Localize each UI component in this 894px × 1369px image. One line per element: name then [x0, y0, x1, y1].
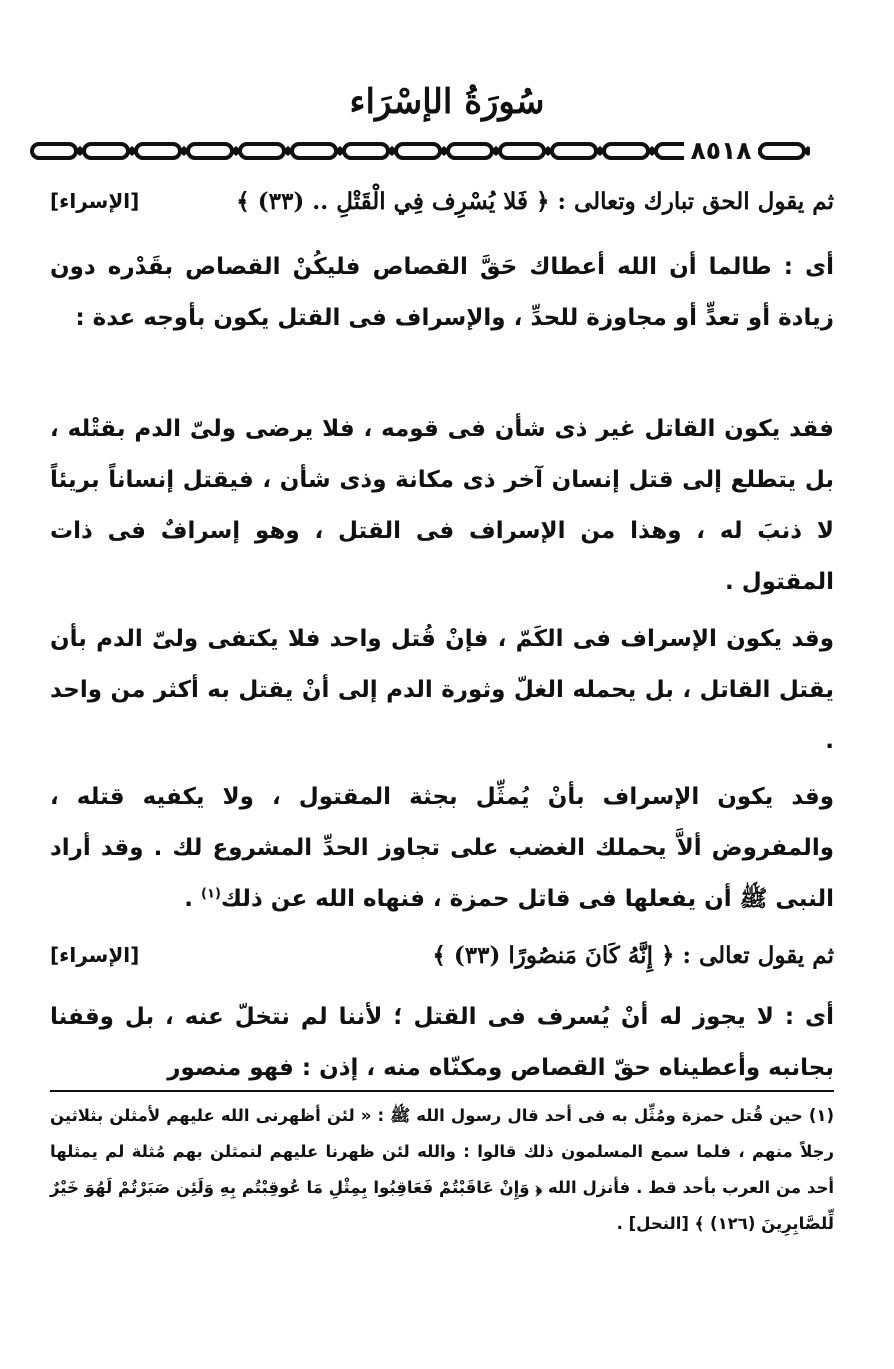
paragraph-5: أى : لا يجوز له أنْ يُسرف فى القتل ؛ لأننا لم نتخلّ عنه ، بل وقفنا بجانبه وأعطيناه حقّ القصاص ومكنّاه منه ، إذن : فهو منصور: [50, 1004, 834, 1081]
verse-2-line: [50, 930, 834, 981]
surah-title: سُورَةُ الإسْرَاء: [349, 82, 545, 122]
paragraph-2: فقد يكون القاتل غير ذى شأن فى قومه ، فلا يرضى ولىّ الدم بقتْله ، بل يتطلع إلى قتل إنسان آخر ذى مكانة وذى شأن ، فيقتل إنساناً بريئاً لا ذنبَ له ، وهذا من الإسراف فى القتل ، وهو إسرافٌ فى ذات المقتول .: [50, 416, 834, 595]
verse-intro-line: [50, 176, 834, 227]
verse-2-text: ثم يقول تعالى : ﴿ إِنَّهُ كَانَ مَنصُورًا (٣٣) ﴾: [432, 942, 834, 969]
paragraph-4-end: .: [184, 886, 202, 912]
verse-2-reference: [الإسراء]: [50, 943, 140, 967]
footnote-marker: (١): [201, 886, 221, 902]
paragraph-4-text: وقد يكون الإسراف بأنْ يُمثِّل بجثة المقتول ، ولا يكفيه قتله ، والمفروض ألاَّ يحملك الغضب على تجاوز الحدِّ المشروع لك . وقد أراد النبى ﷺ أن يفعلها فى قاتل حمزة ، فنهاه الله عن ذلك: [50, 784, 834, 912]
footnote-divider: [50, 1090, 834, 1092]
footnote: (١) حين قُتل حمزة ومُثِّل به فى أحد قال رسول الله ﷺ : « لئن أظهرنى الله عليهم لأمثلن بثلاثين رجلاً منهم ، فلما سمع المسلمون ذلك قالوا : والله لئن ظهرنا عليهم لنمثلن بهم مُثلة لم يمثلها أحد من العرب بأحد قط . فأنزل الله ﴿ وَإِنْ عَاقَبْتُمْ فَعَاقِبُوا بِمِثْلِ مَا عُوقِبْتُم بِهِ وَلَئِن صَبَرْتُمْ لَهُوَ خَيْرٌ لِّلصَّابِرِينَ (١٢٦) ﴾ [النحل] .: [50, 1106, 834, 1233]
verse-intro-text: ثم يقول الحق تبارك وتعالى : ﴿ فَلا يُسْرِف فِي الْقَتْلِ .. (٣٣) ﴾: [236, 188, 834, 215]
verse-intro-reference: [الإسراء]: [50, 189, 140, 213]
page-number: ٨٥١٨: [684, 136, 758, 166]
paragraph-4: [50, 772, 834, 925]
paragraph-1: أى : طالما أن الله أعطاك حَقَّ القصاص فليكُنْ القصاص بقَدْره دون زيادة أو تعدٍّ أو مجاوزة للحدِّ ، والإسراف فى القتل يكون بأوجه عدة :: [50, 254, 834, 331]
paragraph-3: وقد يكون الإسراف فى الكَمّ ، فإنْ قُتل واحد فلا يكتفى ولىّ الدم بأن يقتل القاتل ، بل يحمله الغلّ وثورة الدم إلى أنْ يقتل به أكثر من واحد .: [50, 626, 834, 754]
